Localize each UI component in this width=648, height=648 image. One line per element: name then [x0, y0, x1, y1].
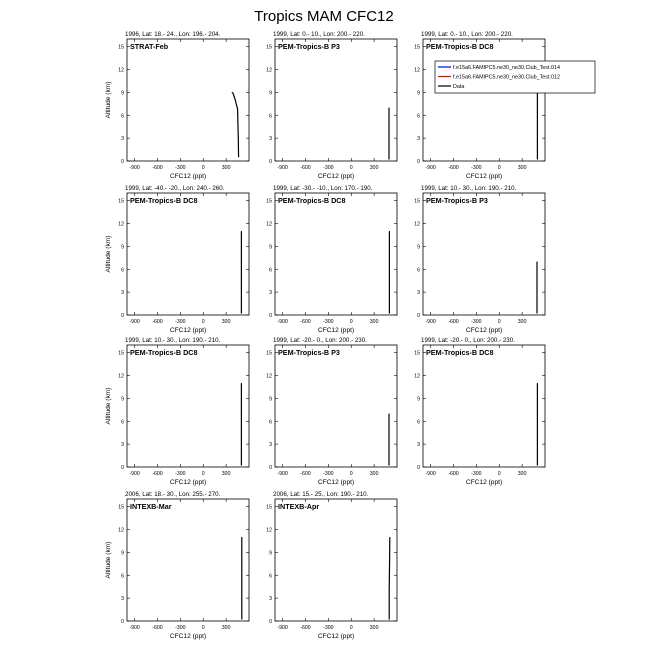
panel-header: 1999, Lat: -30.- -10., Lon: 170.- 190. [273, 185, 373, 192]
figure-title: Tropics MAM CFC12 [254, 8, 394, 25]
panel-frame [423, 193, 545, 315]
y-tick-label: 9 [417, 244, 420, 251]
x-tick-label: -900 [129, 165, 140, 171]
y-tick-label: 12 [118, 527, 124, 534]
x-tick-label: -600 [152, 471, 163, 477]
x-tick-label: -900 [425, 471, 436, 477]
y-tick-label: 12 [118, 221, 124, 228]
y-tick-label: 9 [417, 90, 420, 97]
y-tick-label: 9 [121, 550, 124, 557]
x-tick-label: -600 [152, 319, 163, 325]
panel-header: 1996, Lat: 18.- 24., Lon: 196.- 204. [125, 31, 221, 38]
y-tick-label: 0 [121, 313, 124, 319]
y-tick-label: 9 [121, 244, 124, 251]
panel-label: PEM-Tropics-B P3 [278, 348, 340, 357]
y-tick-label: 9 [121, 396, 124, 403]
panel-frame [127, 193, 249, 315]
x-tick-label: -600 [300, 319, 311, 325]
x-tick-label: 300 [517, 471, 527, 477]
panel-header: 1999, Lat: 10.- 30., Lon: 190.- 210. [125, 337, 221, 344]
y-tick-label: 0 [269, 313, 272, 319]
x-tick-label: 0 [349, 471, 353, 477]
x-tick-label: -300 [323, 319, 334, 325]
y-tick-label: 12 [414, 221, 420, 228]
x-tick-label: -600 [448, 165, 459, 171]
x-tick-label: 0 [201, 625, 205, 631]
y-tick-label: 6 [121, 267, 124, 274]
x-tick-label: -900 [277, 625, 288, 631]
y-tick-label: 12 [414, 373, 420, 380]
x-tick-label: 300 [369, 625, 379, 631]
x-axis-label: CFC12 (ppt) [169, 173, 207, 180]
y-tick-label: 6 [121, 113, 124, 120]
series-line-data [232, 92, 239, 157]
y-tick-label: 6 [417, 419, 420, 426]
x-tick-label: 300 [369, 319, 379, 325]
y-tick-label: 3 [269, 596, 272, 603]
x-axis-label: CFC12 (ppt) [465, 173, 503, 180]
panel-label: PEM-Tropics-B DC8 [426, 348, 494, 357]
x-axis-label: CFC12 (ppt) [169, 633, 207, 640]
x-tick-label: -300 [323, 625, 334, 631]
y-tick-label: 15 [266, 504, 272, 511]
x-axis-label: CFC12 (ppt) [317, 173, 355, 180]
x-tick-label: 0 [497, 319, 501, 325]
x-tick-label: -900 [277, 165, 288, 171]
y-tick-label: 0 [269, 159, 272, 165]
panel-label: STRAT-Feb [130, 42, 169, 51]
y-tick-label: 12 [118, 67, 124, 74]
x-axis-label: CFC12 (ppt) [317, 633, 355, 640]
y-tick-label: 3 [417, 290, 420, 297]
x-tick-label: 300 [221, 625, 231, 631]
y-tick-label: 0 [121, 159, 124, 165]
x-tick-label: -600 [152, 625, 163, 631]
y-tick-label: 0 [269, 619, 272, 625]
y-tick-label: 15 [266, 44, 272, 51]
legend-entry: Data [453, 84, 465, 90]
x-tick-label: -900 [129, 471, 140, 477]
y-axis-label: Altitude (km) [105, 235, 112, 273]
y-tick-label: 12 [266, 527, 272, 534]
x-tick-label: -600 [152, 165, 163, 171]
x-tick-label: 300 [369, 165, 379, 171]
y-tick-label: 3 [417, 136, 420, 143]
panel-frame [423, 345, 545, 467]
x-axis-label: CFC12 (ppt) [317, 479, 355, 486]
panel-frame [423, 39, 545, 161]
panel-frame [275, 345, 397, 467]
y-tick-label: 6 [417, 113, 420, 120]
x-tick-label: -600 [448, 471, 459, 477]
panel-frame [275, 39, 397, 161]
x-tick-label: -600 [448, 319, 459, 325]
y-tick-label: 15 [266, 350, 272, 357]
panel-frame [275, 499, 397, 621]
y-tick-label: 15 [414, 198, 420, 205]
panel-frame [275, 193, 397, 315]
y-tick-label: 12 [266, 67, 272, 74]
y-tick-label: 3 [121, 442, 124, 449]
x-tick-label: -900 [277, 319, 288, 325]
y-tick-label: 6 [269, 113, 272, 120]
x-tick-label: -900 [425, 319, 436, 325]
y-tick-label: 9 [417, 396, 420, 403]
y-tick-label: 15 [118, 198, 124, 205]
y-tick-label: 15 [266, 198, 272, 205]
x-axis-label: CFC12 (ppt) [317, 327, 355, 334]
y-tick-label: 9 [269, 244, 272, 251]
panel-header: 1999, Lat: 0.- 10., Lon: 200.- 220. [421, 31, 513, 38]
x-tick-label: 300 [517, 319, 527, 325]
x-tick-label: -300 [175, 319, 186, 325]
y-tick-label: 3 [121, 290, 124, 297]
x-tick-label: 300 [221, 319, 231, 325]
x-tick-label: 0 [349, 319, 353, 325]
x-tick-label: -300 [471, 319, 482, 325]
x-tick-label: 0 [497, 471, 501, 477]
panel-header: 1999, Lat: -20.- 0., Lon: 200.- 230. [273, 337, 367, 344]
y-tick-label: 3 [269, 136, 272, 143]
x-tick-label: -300 [471, 165, 482, 171]
y-tick-label: 6 [121, 419, 124, 426]
y-tick-label: 15 [118, 350, 124, 357]
y-tick-label: 12 [118, 373, 124, 380]
y-tick-label: 0 [417, 313, 420, 319]
x-tick-label: -900 [129, 625, 140, 631]
y-tick-label: 3 [121, 596, 124, 603]
panel-header: 1999, Lat: 0.- 10., Lon: 200.- 220. [273, 31, 365, 38]
y-tick-label: 9 [269, 550, 272, 557]
panel-label: PEM-Tropics-B DC8 [130, 196, 198, 205]
y-axis-label: Altitude (km) [105, 81, 112, 119]
x-axis-label: CFC12 (ppt) [169, 479, 207, 486]
x-tick-label: -300 [323, 165, 334, 171]
x-tick-label: 0 [349, 165, 353, 171]
panel-label: PEM-Tropics-B DC8 [278, 196, 346, 205]
panel-frame [127, 345, 249, 467]
legend-entry: f.e15a6.FAMIPC5.ne30_ne30.Club_Test.014 [453, 65, 560, 71]
panel-header: 2006, Lat: 18.- 30., Lon: 255.- 270. [125, 491, 221, 498]
x-tick-label: 0 [201, 319, 205, 325]
y-tick-label: 15 [414, 44, 420, 51]
panel-frame [127, 39, 249, 161]
y-tick-label: 6 [269, 419, 272, 426]
panel-label: PEM-Tropics-B DC8 [426, 42, 494, 51]
y-tick-label: 0 [269, 465, 272, 471]
x-tick-label: -300 [471, 471, 482, 477]
x-tick-label: 0 [497, 165, 501, 171]
panel-header: 2006, Lat: 15.- 25., Lon: 190.- 210. [273, 491, 369, 498]
y-tick-label: 6 [417, 267, 420, 274]
series-line-data [389, 537, 390, 619]
y-axis-label: Altitude (km) [105, 541, 112, 579]
y-tick-label: 12 [266, 373, 272, 380]
x-tick-label: 0 [201, 471, 205, 477]
y-tick-label: 3 [269, 442, 272, 449]
panel-header: 1999, Lat: 10.- 30., Lon: 190.- 210. [421, 185, 517, 192]
y-tick-label: 0 [121, 619, 124, 625]
x-tick-label: -300 [323, 471, 334, 477]
panel-label: PEM-Tropics-B P3 [278, 42, 340, 51]
y-tick-label: 6 [269, 267, 272, 274]
y-tick-label: 3 [269, 290, 272, 297]
panel-header: 1999, Lat: -20.- 0., Lon: 200.- 230. [421, 337, 515, 344]
y-tick-label: 9 [121, 90, 124, 97]
panel-label: INTEXB-Apr [278, 502, 320, 511]
y-tick-label: 0 [417, 465, 420, 471]
y-tick-label: 3 [417, 442, 420, 449]
x-axis-label: CFC12 (ppt) [169, 327, 207, 334]
panel-header: 1999, Lat: -40.- -20., Lon: 240.- 260. [125, 185, 225, 192]
y-tick-label: 6 [269, 573, 272, 580]
x-tick-label: 0 [201, 165, 205, 171]
x-axis-label: CFC12 (ppt) [465, 479, 503, 486]
panel-label: INTEXB-Mar [130, 502, 172, 511]
x-tick-label: 300 [517, 165, 527, 171]
x-tick-label: -600 [300, 165, 311, 171]
x-tick-label: -300 [175, 165, 186, 171]
y-tick-label: 0 [417, 159, 420, 165]
x-tick-label: -300 [175, 625, 186, 631]
x-tick-label: 300 [221, 165, 231, 171]
y-tick-label: 9 [269, 90, 272, 97]
y-tick-label: 15 [118, 504, 124, 511]
y-tick-label: 15 [414, 350, 420, 357]
x-tick-label: -900 [425, 165, 436, 171]
x-tick-label: -900 [129, 319, 140, 325]
panel-frame [127, 499, 249, 621]
x-tick-label: 300 [221, 471, 231, 477]
y-tick-label: 0 [121, 465, 124, 471]
x-tick-label: 300 [369, 471, 379, 477]
x-tick-label: -600 [300, 471, 311, 477]
y-tick-label: 15 [118, 44, 124, 51]
y-tick-label: 12 [266, 221, 272, 228]
x-tick-label: -600 [300, 625, 311, 631]
y-tick-label: 12 [414, 67, 420, 74]
y-tick-label: 9 [269, 396, 272, 403]
y-tick-label: 6 [121, 573, 124, 580]
legend-entry: f.e15a6.FAMIPC5.ne30_ne30.Club_Test.012 [453, 74, 560, 81]
x-tick-label: -300 [175, 471, 186, 477]
y-axis-label: Altitude (km) [105, 387, 112, 425]
x-tick-label: 0 [349, 625, 353, 631]
panel-label: PEM-Tropics-B P3 [426, 196, 488, 205]
panel-label: PEM-Tropics-B DC8 [130, 348, 198, 357]
x-axis-label: CFC12 (ppt) [465, 327, 503, 334]
y-tick-label: 3 [121, 136, 124, 143]
x-tick-label: -900 [277, 471, 288, 477]
